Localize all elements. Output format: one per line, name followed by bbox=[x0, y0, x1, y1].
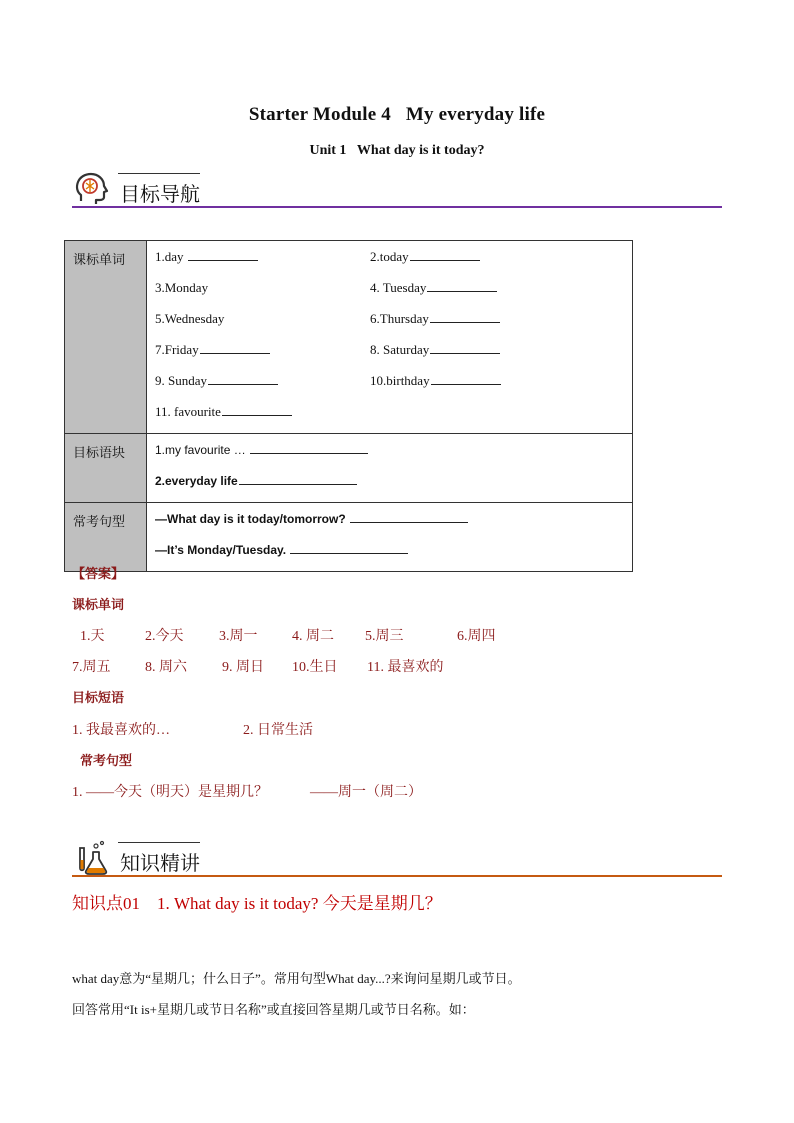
answer-word: 10.生日 bbox=[292, 660, 338, 675]
list-item: 6.Thursday bbox=[370, 309, 632, 340]
list-item: 3.Monday bbox=[155, 280, 209, 295]
answer-word: 9. 周日 bbox=[222, 660, 264, 675]
knowledge-point-title: 知识点01 1. What day is it today? 今天是星期几？ bbox=[72, 894, 442, 913]
section-header-goals bbox=[72, 171, 722, 207]
section-label: 知识精讲 bbox=[120, 853, 200, 875]
answer-sentence: ——周一（周二） bbox=[310, 785, 422, 800]
list-item: 8. Saturday bbox=[370, 340, 632, 371]
answer-heading: 【答案】 bbox=[72, 566, 125, 581]
table-row bbox=[65, 241, 633, 434]
paragraph: 回答常用“It is+星期几或节日名称”或直接回答星期几或节日名称。如： bbox=[72, 1002, 475, 1017]
answer-sentences-heading: 常考句型 bbox=[80, 753, 133, 768]
answer-word: 11. 最喜欢的 bbox=[367, 660, 444, 675]
answer-word: 6.周四 bbox=[457, 629, 496, 644]
list-item: 7.Friday bbox=[155, 340, 370, 371]
answer-word: 4. 周二 bbox=[292, 629, 334, 644]
table-row bbox=[65, 503, 633, 572]
answer-phrases-heading: 目标短语 bbox=[72, 690, 125, 705]
section-label: 目标导航 bbox=[120, 184, 200, 206]
list-item: 2.everyday life bbox=[155, 471, 632, 502]
answer-word: 3.周一 bbox=[219, 629, 258, 644]
answer-word: 8. 周六 bbox=[145, 660, 187, 675]
table-row bbox=[65, 434, 633, 503]
head-brain-icon bbox=[74, 171, 110, 207]
header-dash bbox=[118, 842, 200, 843]
list-item: 4. Tuesday bbox=[370, 278, 632, 309]
answer-word: 1.天 bbox=[80, 629, 105, 644]
section-rule bbox=[72, 206, 722, 208]
list-item: 11. favourite bbox=[155, 402, 370, 433]
row-label: 课标单词 bbox=[65, 241, 147, 434]
row-label: 目标语块 bbox=[65, 434, 147, 503]
list-item: 5.Wednesday bbox=[155, 311, 225, 326]
row-label: 常考句型 bbox=[65, 503, 147, 572]
section-rule bbox=[72, 875, 722, 877]
list-item: 2.today bbox=[370, 247, 632, 278]
list-item: 9. Sunday bbox=[155, 371, 370, 402]
section-header-knowledge bbox=[72, 840, 722, 876]
list-item: —What day is it today/tomorrow? bbox=[155, 509, 632, 540]
answer-word: 5.周三 bbox=[365, 629, 404, 644]
answer-phrase: 1. 我最喜欢的… bbox=[72, 723, 170, 738]
vocab-table bbox=[64, 240, 633, 572]
answer-word: 7.周五 bbox=[72, 660, 111, 675]
list-item: 10.birthday bbox=[370, 371, 632, 402]
answer-word: 2.今天 bbox=[145, 629, 184, 644]
answer-sentence: 1. ——今天（明天）是星期几？ bbox=[72, 785, 268, 800]
answer-words-heading: 课标单词 bbox=[72, 597, 125, 612]
answer-phrase: 2. 日常生活 bbox=[243, 723, 313, 738]
paragraph: what day意为“星期几；什么日子”。常用句型What day...?来询问星期几或节日。 bbox=[72, 971, 521, 986]
list-item: —It’s Monday/Tuesday. bbox=[155, 540, 632, 571]
list-item: 1.my favourite … bbox=[155, 440, 632, 471]
lab-flask-icon bbox=[74, 840, 110, 876]
unit-subtitle: Unit 1 What day is it today? bbox=[309, 143, 485, 158]
header-dash bbox=[118, 173, 200, 174]
list-item: 1.day bbox=[155, 247, 370, 278]
page-title: Starter Module 4 My everyday life bbox=[248, 104, 546, 125]
